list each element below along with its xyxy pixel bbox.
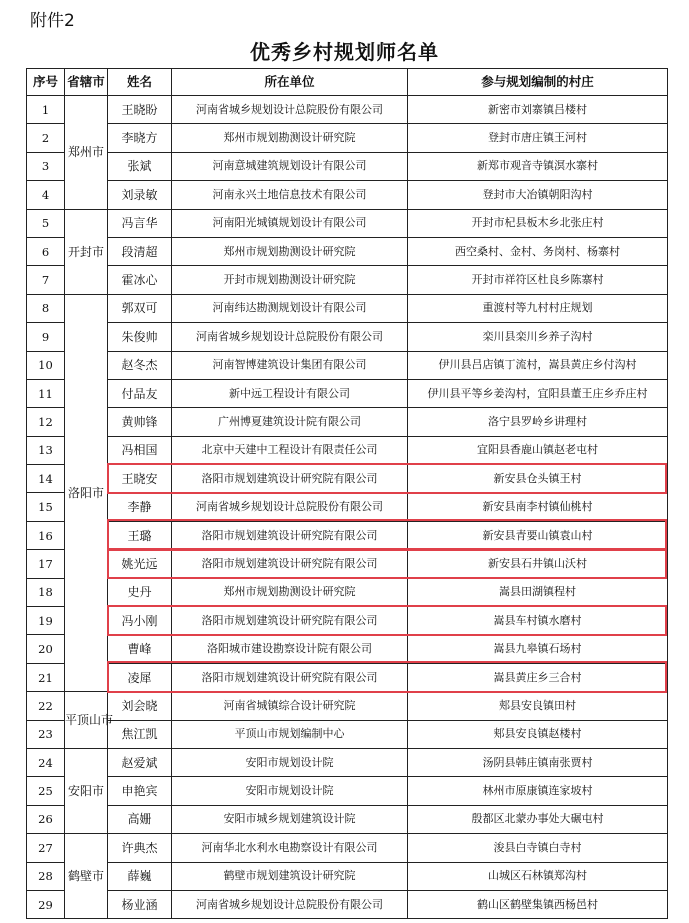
planner-unit: 河南纬达勘测规划设计有限公司 xyxy=(172,294,408,322)
planner-unit: 洛阳市规划建筑设计研究院有限公司 xyxy=(172,465,408,493)
planner-name: 姚光远 xyxy=(108,550,172,578)
row-index: 3 xyxy=(27,152,65,180)
table-row xyxy=(27,408,668,436)
planner-village: 殷都区北蒙办事处大碾屯村 xyxy=(408,805,668,833)
header-city: 省辖市 xyxy=(65,69,108,96)
table-row xyxy=(27,862,668,890)
planner-village: 伊川县吕店镇丁流村，嵩县黄庄乡付沟村 xyxy=(408,351,668,379)
planner-name: 申艳宾 xyxy=(108,777,172,805)
planner-name: 张斌 xyxy=(108,152,172,180)
table-row xyxy=(27,777,668,805)
planner-unit: 河南省城镇综合设计研究院 xyxy=(172,692,408,720)
planner-unit: 洛阳市规划建筑设计研究院有限公司 xyxy=(172,521,408,549)
planner-village: 郏县安良镇田村 xyxy=(408,692,668,720)
planner-name: 付品友 xyxy=(108,379,172,407)
planner-unit: 安阳市规划设计院 xyxy=(172,777,408,805)
table-row xyxy=(27,663,668,691)
table-row xyxy=(27,521,668,549)
planner-name: 郭双可 xyxy=(108,294,172,322)
planner-name: 薛巍 xyxy=(108,862,172,890)
table-row xyxy=(27,266,668,294)
planner-name: 冯相国 xyxy=(108,436,172,464)
planner-unit: 河南阳光城镇规划设计有限公司 xyxy=(172,209,408,237)
row-index: 5 xyxy=(27,209,65,237)
city-cell: 平顶山市 xyxy=(65,692,108,749)
planner-name: 朱俊帅 xyxy=(108,323,172,351)
planner-village: 汤阴县韩庄镇南张贾村 xyxy=(408,748,668,776)
row-index: 17 xyxy=(27,550,65,578)
planner-name: 冯言华 xyxy=(108,209,172,237)
row-index: 14 xyxy=(27,465,65,493)
row-index: 26 xyxy=(27,805,65,833)
planner-unit: 河南意城建筑规划设计有限公司 xyxy=(172,152,408,180)
planner-unit: 河南智博建筑设计集团有限公司 xyxy=(172,351,408,379)
planner-unit: 河南省城乡规划设计总院股份有限公司 xyxy=(172,323,408,351)
planner-unit: 河南永兴土地信息技术有限公司 xyxy=(172,181,408,209)
table-row xyxy=(27,181,668,209)
planner-name: 赵冬杰 xyxy=(108,351,172,379)
planner-village: 新郑市观音寺镇溟水寨村 xyxy=(408,152,668,180)
row-index: 16 xyxy=(27,521,65,549)
row-index: 4 xyxy=(27,181,65,209)
row-index: 19 xyxy=(27,607,65,635)
row-index: 29 xyxy=(27,890,65,918)
table-row xyxy=(27,890,668,918)
planner-village: 宜阳县香鹿山镇赵老屯村 xyxy=(408,436,668,464)
row-index: 8 xyxy=(27,294,65,322)
table-row xyxy=(27,578,668,606)
table-row xyxy=(27,692,668,720)
table-row xyxy=(27,379,668,407)
city-cell: 开封市 xyxy=(65,209,108,294)
header-village: 参与规划编制的村庄 xyxy=(408,69,668,96)
table-row xyxy=(27,237,668,265)
planner-unit: 郑州市规划勘测设计研究院 xyxy=(172,124,408,152)
table-row xyxy=(27,124,668,152)
table-row xyxy=(27,351,668,379)
city-cell: 郑州市 xyxy=(65,96,108,210)
header-index: 序号 xyxy=(27,69,65,96)
planner-name: 霍冰心 xyxy=(108,266,172,294)
table-row xyxy=(27,805,668,833)
planner-unit: 河南省城乡规划设计总院股份有限公司 xyxy=(172,493,408,521)
planner-village: 郏县安良镇赵楼村 xyxy=(408,720,668,748)
table-row xyxy=(27,493,668,521)
planner-name: 王晓盼 xyxy=(108,96,172,124)
planner-name: 赵爱斌 xyxy=(108,748,172,776)
planner-village: 浚县白寺镇白寺村 xyxy=(408,834,668,862)
table-row xyxy=(27,436,668,464)
row-index: 11 xyxy=(27,379,65,407)
row-index: 18 xyxy=(27,578,65,606)
document-title: 优秀乡村规划师名单 xyxy=(250,40,439,64)
planner-unit: 开封市规划勘测设计研究院 xyxy=(172,266,408,294)
row-index: 22 xyxy=(27,692,65,720)
planner-village: 新密市刘寨镇吕楼村 xyxy=(408,96,668,124)
row-index: 21 xyxy=(27,663,65,691)
planner-unit: 河南省城乡规划设计总院股份有限公司 xyxy=(172,96,408,124)
planner-unit: 洛阳市规划建筑设计研究院有限公司 xyxy=(172,550,408,578)
planner-unit: 洛阳城市建设勘察设计院有限公司 xyxy=(172,635,408,663)
planner-village: 伊川县平等乡姜沟村，宜阳县董王庄乡乔庄村 xyxy=(408,379,668,407)
table-row xyxy=(27,294,668,322)
planner-name: 史丹 xyxy=(108,578,172,606)
planner-unit: 洛阳市规划建筑设计研究院有限公司 xyxy=(172,663,408,691)
row-index: 27 xyxy=(27,834,65,862)
attachment-label: 附件2 xyxy=(30,11,75,31)
planner-name: 王晓安 xyxy=(108,465,172,493)
table-row xyxy=(27,209,668,237)
planner-village: 栾川县栾川乡养子沟村 xyxy=(408,323,668,351)
city-cell: 安阳市 xyxy=(65,748,108,833)
row-index: 10 xyxy=(27,351,65,379)
header-name: 姓名 xyxy=(108,69,172,96)
planner-village: 鹤山区鹤壁集镇西杨邑村 xyxy=(408,890,668,918)
table-body xyxy=(27,96,668,919)
planner-name: 高姗 xyxy=(108,805,172,833)
table-row xyxy=(27,748,668,776)
table-row xyxy=(27,96,668,124)
table-row xyxy=(27,550,668,578)
planner-village: 林州市原康镇连家坡村 xyxy=(408,777,668,805)
planner-village: 嵩县田湖镇程村 xyxy=(408,578,668,606)
planner-village: 重渡村等九村村庄规划 xyxy=(408,294,668,322)
city-cell: 鹤壁市 xyxy=(65,834,108,919)
planner-unit: 河南华北水利水电勘察设计有限公司 xyxy=(172,834,408,862)
planner-village: 新安县仓头镇王村 xyxy=(408,465,668,493)
planner-name: 李晓方 xyxy=(108,124,172,152)
planner-village: 西空桑村、金村、务岗村、杨寨村 xyxy=(408,237,668,265)
planner-village: 登封市唐庄镇王河村 xyxy=(408,124,668,152)
row-index: 28 xyxy=(27,862,65,890)
planner-name: 黄帅锋 xyxy=(108,408,172,436)
planner-name: 刘录敏 xyxy=(108,181,172,209)
planner-name: 焦江凯 xyxy=(108,720,172,748)
table-row xyxy=(27,607,668,635)
planner-unit: 郑州市规划勘测设计研究院 xyxy=(172,578,408,606)
planner-village: 洛宁县罗岭乡讲理村 xyxy=(408,408,668,436)
planner-village: 开封市杞县板木乡北张庄村 xyxy=(408,209,668,237)
planner-name: 李静 xyxy=(108,493,172,521)
planner-name: 刘会晓 xyxy=(108,692,172,720)
row-index: 7 xyxy=(27,266,65,294)
planner-name: 冯小刚 xyxy=(108,607,172,635)
table-header-row xyxy=(27,69,668,96)
row-index: 23 xyxy=(27,720,65,748)
planner-name: 凌犀 xyxy=(108,663,172,691)
row-index: 24 xyxy=(27,748,65,776)
planner-village: 登封市大冶镇朝阳沟村 xyxy=(408,181,668,209)
city-cell: 洛阳市 xyxy=(65,294,108,691)
row-index: 15 xyxy=(27,493,65,521)
planner-village: 新安县青要山镇袁山村 xyxy=(408,521,668,549)
planner-unit: 北京中天建中工程设计有限责任公司 xyxy=(172,436,408,464)
planner-village: 开封市祥符区杜良乡陈寨村 xyxy=(408,266,668,294)
planner-unit: 安阳市规划设计院 xyxy=(172,748,408,776)
table-row xyxy=(27,720,668,748)
planner-unit: 河南省城乡规划设计总院股份有限公司 xyxy=(172,890,408,918)
table-row xyxy=(27,635,668,663)
row-index: 12 xyxy=(27,408,65,436)
row-index: 6 xyxy=(27,237,65,265)
planner-unit: 郑州市规划勘测设计研究院 xyxy=(172,237,408,265)
row-index: 20 xyxy=(27,635,65,663)
planner-unit: 鹤壁市规划建筑设计研究院 xyxy=(172,862,408,890)
table-row xyxy=(27,465,668,493)
row-index: 13 xyxy=(27,436,65,464)
planner-village: 嵩县黄庄乡三合村 xyxy=(408,663,668,691)
planner-unit: 安阳市城乡规划建筑设计院 xyxy=(172,805,408,833)
planner-unit: 新中远工程设计有限公司 xyxy=(172,379,408,407)
row-index: 9 xyxy=(27,323,65,351)
table-row xyxy=(27,323,668,351)
planner-name: 杨业涵 xyxy=(108,890,172,918)
planner-name: 曹峰 xyxy=(108,635,172,663)
row-index: 25 xyxy=(27,777,65,805)
planner-name: 许典杰 xyxy=(108,834,172,862)
table-row xyxy=(27,152,668,180)
planner-unit: 平顶山市规划编制中心 xyxy=(172,720,408,748)
planner-village: 山城区石林镇郑沟村 xyxy=(408,862,668,890)
planner-table xyxy=(26,68,668,919)
planner-name: 段清超 xyxy=(108,237,172,265)
planner-village: 新安县石井镇山沃村 xyxy=(408,550,668,578)
planner-unit: 广州博夏建筑设计院有限公司 xyxy=(172,408,408,436)
row-index: 2 xyxy=(27,124,65,152)
row-index: 1 xyxy=(27,96,65,124)
planner-name: 王璐 xyxy=(108,521,172,549)
planner-village: 嵩县九皋镇石场村 xyxy=(408,635,668,663)
planner-village: 新安县南李村镇仙桃村 xyxy=(408,493,668,521)
planner-unit: 洛阳市规划建筑设计研究院有限公司 xyxy=(172,607,408,635)
table-row xyxy=(27,834,668,862)
header-unit: 所在单位 xyxy=(172,69,408,96)
planner-village: 嵩县车村镇水磨村 xyxy=(408,607,668,635)
